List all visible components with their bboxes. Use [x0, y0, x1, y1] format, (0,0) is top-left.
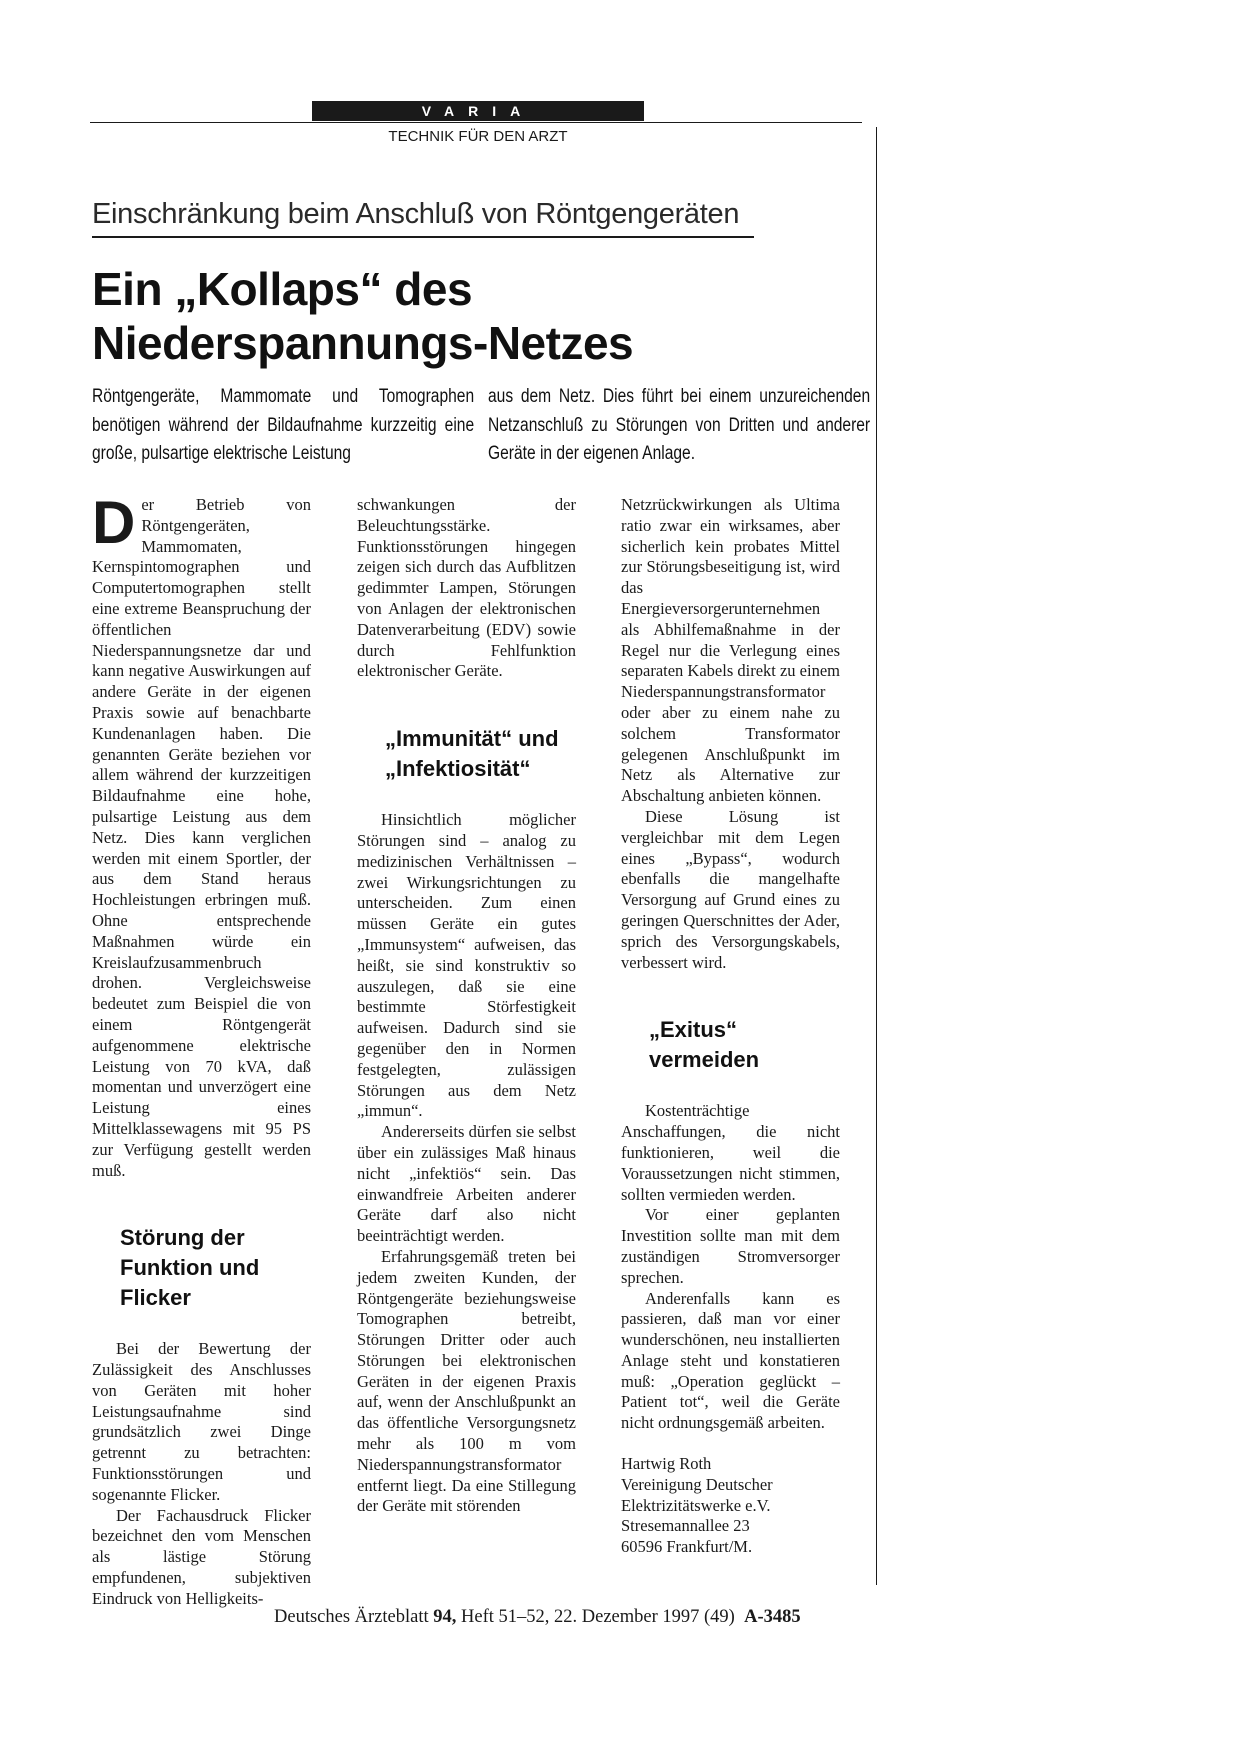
- article-kicker: Einschränkung beim Anschluß von Röntgengeräten: [92, 198, 740, 230]
- body-column-2: [357, 495, 576, 1517]
- subheading: „Exitus“ vermeiden: [649, 1017, 760, 1073]
- body-column-3: [621, 495, 840, 1558]
- paragraph: Netzrückwirkungen als Ultima ratio zwar ein wirksames, aber sicherlich kein probates Mittel zur Störungsbeseitigung ist, wird das Energieversorgerunternehmen als Abhilfemaßnahme in der Regel nur die Verlegung eines separaten Kabels direkt zu einem Niederspannungstransformator oder aber zu einem nahe zu solchem Transformator gelegenen Anschlußpunkt im Netz als Alternative zur Abschaltung anbieten können.: [621, 495, 840, 806]
- paragraph: Kostenträchtige Anschaffungen, die nicht funktionieren, weil die Voraussetzungen nicht stimmen, sollten vermieden werden.: [621, 1101, 840, 1204]
- drop-cap: D: [92, 489, 136, 556]
- paragraph: Erfahrungsgemäß treten bei jedem zweiten Kunden, der Röntgengeräte beziehungsweise Tomographen betreibt, Störungen Dritter oder auch Störungen bei elektronischen Geräten in der eigenen Praxis auf, wenn der Anschlußpunkt an das öffentliche Versorgungsnetz mehr als 100 m vom Niederspannungstransformator entfernt liegt. Da eine Stillegung der Geräte mit störenden: [357, 1246, 576, 1516]
- section-label: TECHNIK FÜR DEN ARZT: [388, 128, 568, 145]
- column-rule-right: [876, 127, 877, 1585]
- journal-name: Deutsches Ärzteblatt: [274, 1607, 429, 1627]
- paragraph: Der Fachausdruck Flicker bezeichnet den vom Menschen als lästige Störung empfundenen, subjektiven Eindruck von Helligkeits-: [92, 1505, 311, 1608]
- paragraph: Andererseits dürfen sie selbst über ein zulässiges Maß hinaus nicht „infektiös“ sein. Das einwandfreie Arbeiten anderer Geräte darf also nicht beeinträchtigt werden.: [357, 1122, 576, 1246]
- lead-column-2: aus dem Netz. Dies führt bei einem unzureichenden Netzanschluß zu Störungen von Dritten und anderer Geräte in der eigenen Anlage.: [488, 386, 871, 464]
- page-footer: [274, 1607, 801, 1628]
- lead-column-1: Röntgengeräte, Mammomate und Tomographen benötigen während der Bildaufnahme kurzzeitig eine große, pulsartige elektrische Leistung: [92, 386, 475, 464]
- header-rule: [90, 122, 862, 123]
- paragraph: [92, 489, 311, 1181]
- article-headline: [92, 262, 633, 370]
- page-number: A-3485: [744, 1607, 801, 1627]
- headline-line-2: Niederspannungs-Netzes: [92, 317, 634, 369]
- kicker-underline: [92, 236, 754, 238]
- section-bar-varia: VARIA: [312, 101, 644, 121]
- paragraph: Diese Lösung ist vergleichbar mit dem Legen eines „Bypass“, wodurch ebenfalls die mangelhafte Versorgung auf Grund eines zu geringen Querschnittes der Ader, sprich des Versorgungskabels, verbessert wird.: [621, 806, 840, 972]
- author-street: Stresemannallee 23: [621, 1516, 750, 1536]
- author-org-line-1: Vereinigung Deutscher: [621, 1474, 773, 1494]
- journal-issue: Heft 51–52, 22. Dezember 1997 (49): [461, 1607, 735, 1627]
- paragraph: Vor einer geplanten Investition sollte man mit dem zuständigen Stromversorger sprechen.: [621, 1205, 840, 1287]
- paragraph: schwankungen der Beleuchtungsstärke. Funktionsstörungen hingegen zeigen sich durch das Aufblitzen gedimmter Lampen, Störungen von Anlagen der elektronischen Datenverarbeitung (EDV) sowie durch Fehlfunktion elektronischer Geräte.: [357, 495, 576, 681]
- author-city: 60596 Frankfurt/M.: [621, 1537, 753, 1557]
- paragraph: Bei der Bewertung der Zulässigkeit des Anschlusses von Geräten mit hoher Leistungsaufnahme sind grundsätzlich zwei Dinge getrennt zu betrachten: Funktionsstörungen und sogenannte Flicker.: [92, 1339, 311, 1504]
- paragraph: Hinsichtlich möglicher Störungen sind – analog zu medizinischen Verhältnissen – zwei Wirkungsrichtungen zu unterscheiden. Zum einen müssen Geräte ein gutes „Immunsystem“ aufweisen, das heißt, sie sind konstruktiv so auszulegen, daß sie eine bestimmte Störfestigkeit aufweisen. Dadurch sind sie gegenüber den in Normen festgelegten, zulässigen Störungen aus dem Netz „immun“.: [357, 810, 576, 1121]
- headline-line-1: Ein „Kollaps“ des: [92, 263, 473, 315]
- author-org-line-2: Elektrizitätswerke e.V.: [621, 1495, 771, 1515]
- author-signature: [621, 1454, 840, 1558]
- author-name: Hartwig Roth: [621, 1454, 712, 1474]
- body-column-1: [92, 489, 311, 1610]
- subheading: „Immunität“ und „Infektiosität“: [385, 726, 559, 782]
- subheading: Störung der Funktion und Flicker: [120, 1225, 260, 1311]
- paragraph: Anderenfalls kann es passieren, daß man vor einer wunderschönen, neu installierten Anlage steht und konstatieren muß: „Operation geglückt – Patient tot“, weil die Geräte nicht ordnungsgemäß arbeiten.: [621, 1288, 840, 1433]
- paragraph-text: er Betrieb von Röntgengeräten, Mammomaten, Kernspintomographen und Computertomographen stellt eine extreme Beanspruchung der öffentlichen Niederspannungsnetze dar und kann negative Auswirkungen auf andere Geräte in der eigenen Praxis sowie auf benachbarte Kundenanlagen haben. Die genannten Geräte beziehen vor allem während der kurzzeitigen Bildaufnahme eine hohe, pulsartige Leistung aus dem Netz. Dies kann verglichen werden mit einem Sportler, der aus dem Stand heraus Hochleistungen erbringen muß. Ohne entsprechende Maßnahmen würde ein Kreislaufzusammenbruch drohen. Vergleichsweise bedeutet zum Beispiel die von einem Röntgengerät aufgenommene elektrische Leistung von 70 kVA, daß momentan und unverzögert eine Leistung eines Mittelklassewagens mit 95 PS zur Verfügung gestellt werden muß.: [92, 495, 311, 1180]
- journal-volume: 94,: [433, 1607, 457, 1627]
